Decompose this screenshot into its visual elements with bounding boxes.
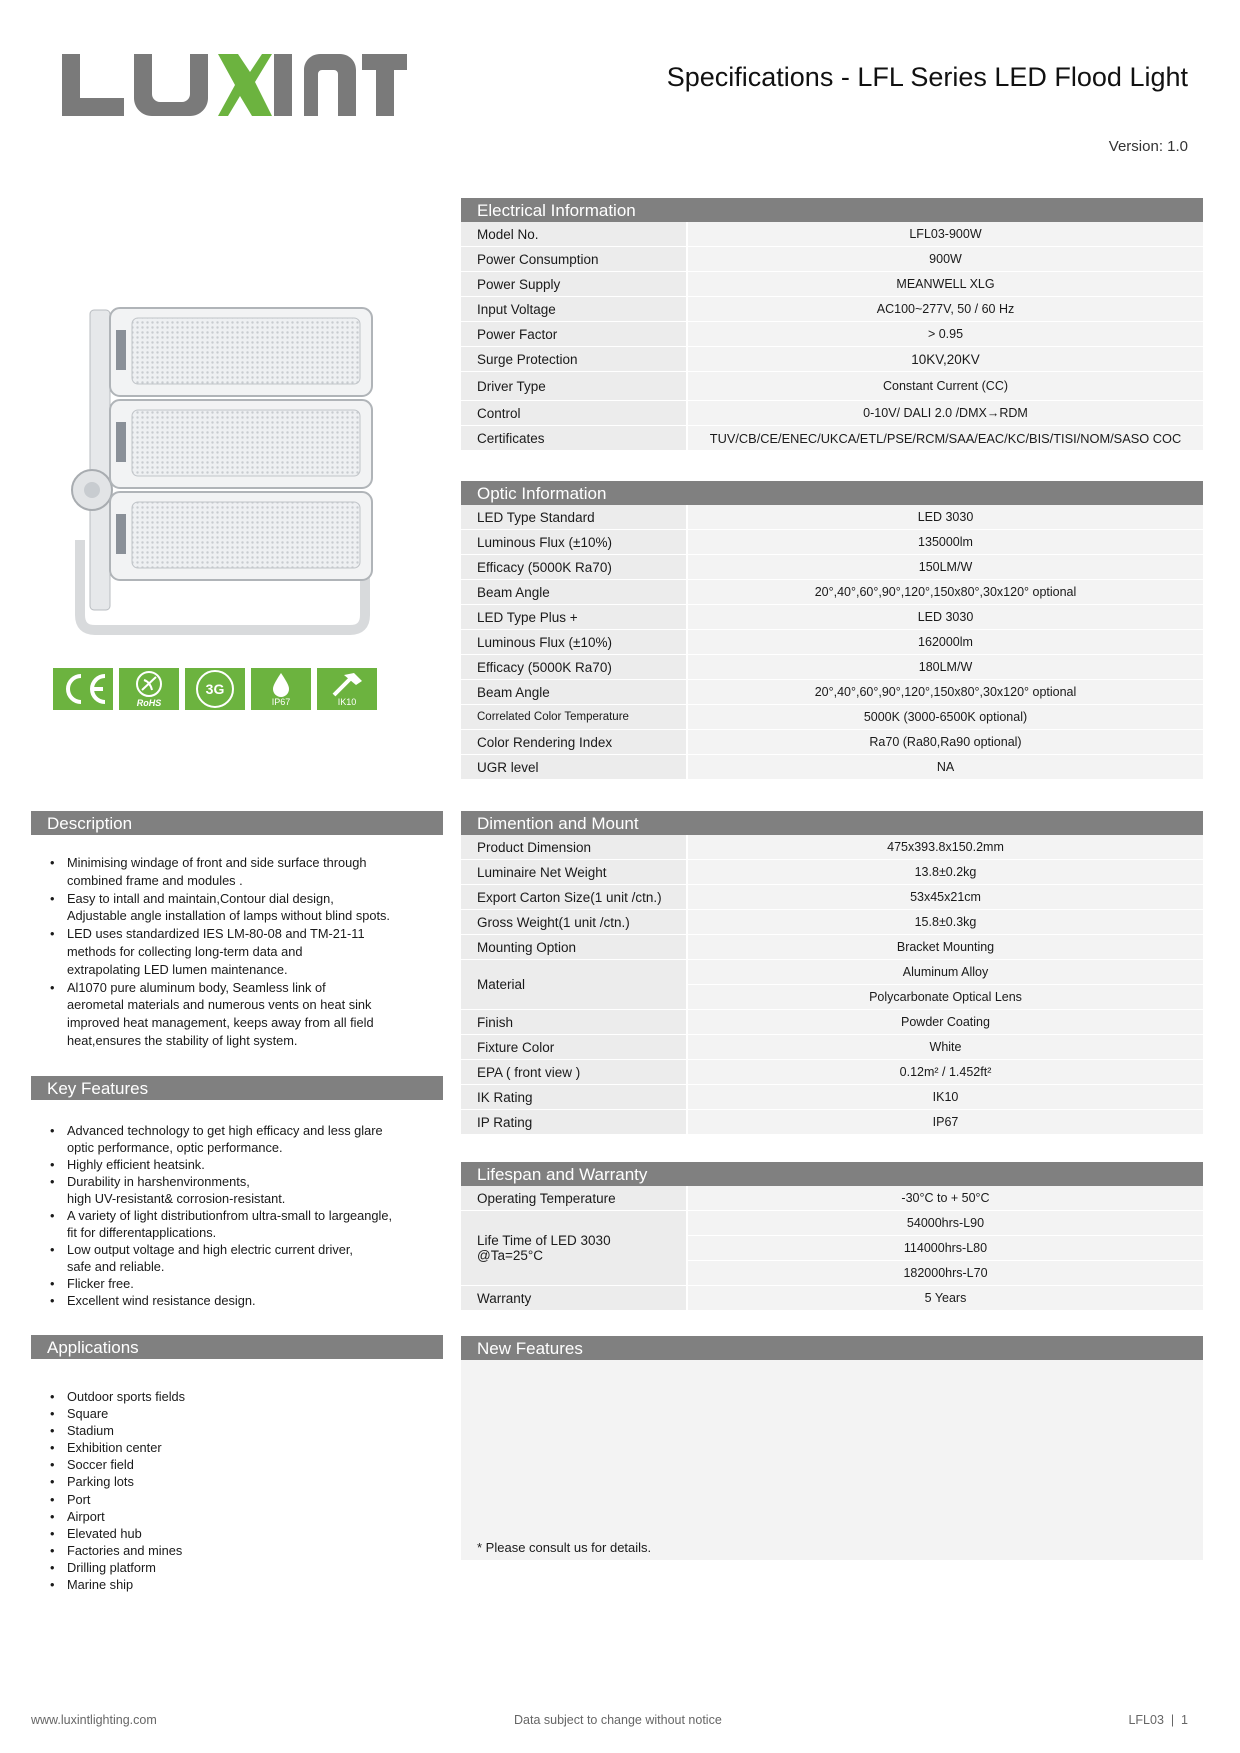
table-row (461, 755, 1203, 780)
table-row (461, 426, 1203, 451)
list-line: • Durability in harshenvironments, (67, 1174, 250, 1189)
applications-section-title: Applications (31, 1335, 443, 1359)
spec-value: White (687, 1035, 1203, 1060)
spec-value: 13.8±0.2kg (687, 860, 1203, 885)
list-line: fit for differentapplications. (67, 1225, 217, 1240)
list-item (31, 1275, 443, 1292)
spec-value: LED 3030 (687, 505, 1203, 530)
spec-key: Fixture Color (461, 1035, 687, 1060)
spec-key: Power Factor (461, 322, 687, 347)
spec-value: 475x393.8x150.2mm (687, 835, 1203, 860)
list-line: • Al1070 pure aluminum body, Seamless link of (67, 979, 326, 995)
spec-key: Control (461, 401, 687, 426)
rohs-label: RoHS (136, 698, 162, 708)
spec-key: UGR level (461, 755, 687, 780)
table-row (461, 605, 1203, 630)
spec-key: Surge Protection (461, 347, 687, 372)
spec-value: 182000hrs-L70 (687, 1261, 1203, 1286)
list-line: optic performance, optic performance. (67, 1140, 283, 1155)
spec-value: IP67 (687, 1110, 1203, 1135)
spec-value: 5 Years (687, 1286, 1203, 1311)
applications-section (31, 1335, 443, 1593)
spec-key: Product Dimension (461, 835, 687, 860)
footer-website: www.luxintlighting.com (31, 1713, 157, 1727)
table-row (461, 530, 1203, 555)
table-row (461, 960, 1203, 985)
list-item: • Elevated hub (31, 1525, 443, 1542)
table-row (461, 580, 1203, 605)
table-row (461, 1085, 1203, 1110)
list-item (31, 1173, 443, 1207)
spec-value: LED 3030 (687, 605, 1203, 630)
new-features-note: * Please consult us for details. (477, 1540, 652, 1555)
table-row (461, 910, 1203, 935)
spec-value: IK10 (687, 1085, 1203, 1110)
list-item (31, 890, 443, 926)
spec-key: Certificates (461, 426, 687, 451)
spec-key: Driver Type (461, 372, 687, 401)
spec-value: 135000lm (687, 530, 1203, 555)
spec-key: Material (461, 960, 687, 1010)
list-line: • Excellent wind resistance design. (67, 1293, 256, 1308)
spec-key: Luminous Flux (±10%) (461, 530, 687, 555)
ip67-label: IP67 (271, 697, 291, 707)
key-features-section-title: Key Features (31, 1076, 443, 1100)
spec-value: -30°C to + 50°C (687, 1186, 1203, 1211)
optic-table (461, 505, 1203, 780)
spec-value: 150LM/W (687, 555, 1203, 580)
list-item (31, 1241, 443, 1275)
spec-value: 10KV,20KV (687, 347, 1203, 372)
table-row (461, 505, 1203, 530)
spec-value: 15.8±0.3kg (687, 910, 1203, 935)
spec-value: MEANWELL XLG (687, 272, 1203, 297)
list-item (31, 1207, 443, 1241)
lifespan-section (461, 1162, 1203, 1311)
table-row (461, 705, 1203, 730)
spec-key: Beam Angle (461, 580, 687, 605)
table-row (461, 1211, 1203, 1236)
spec-value: LFL03-900W (687, 222, 1203, 247)
spec-key: IK Rating (461, 1085, 687, 1110)
list-line: heat,ensures the stability of light system. (67, 1032, 298, 1048)
spec-key: Finish (461, 1010, 687, 1035)
footer-notice: Data subject to change without notice (514, 1713, 722, 1727)
spec-key: Power Supply (461, 272, 687, 297)
table-row (461, 322, 1203, 347)
spec-key: IP Rating (461, 1110, 687, 1135)
spec-value: 20°,40°,60°,90°,120°,150x80°,30x120° optional (687, 580, 1203, 605)
spec-key: Export Carton Size(1 unit /ctn.) (461, 885, 687, 910)
footer-page: LFL03 | 1 (1128, 1713, 1188, 1727)
spec-value: NA (687, 755, 1203, 780)
table-row (461, 1035, 1203, 1060)
table-row (461, 222, 1203, 247)
lifetime-condition: @Ta=25°C (477, 1248, 544, 1263)
dimension-section-title: Dimention and Mount (461, 811, 1203, 835)
list-line: • A variety of light distributionfrom ultra-small to largeangle, (67, 1208, 393, 1223)
spec-key: Power Consumption (461, 247, 687, 272)
list-item (31, 925, 443, 978)
list-line: • Flicker free. (67, 1276, 134, 1291)
list-line: • Advanced technology to get high efficacy and less glare (67, 1123, 383, 1138)
table-row (461, 655, 1203, 680)
list-item: • Marine ship (31, 1576, 443, 1593)
description-section (31, 811, 443, 1050)
applications-list (31, 1388, 443, 1593)
spec-value: 0.12m² / 1.452ft² (687, 1060, 1203, 1085)
spec-value: Aluminum Alloy (687, 960, 1203, 985)
lifespan-section-title: Lifespan and Warranty (461, 1162, 1203, 1186)
table-row (461, 297, 1203, 322)
new-features-section-title: New Features (461, 1336, 1203, 1360)
table-row (461, 555, 1203, 580)
table-row (461, 680, 1203, 705)
ik10-label: IK10 (337, 697, 357, 707)
spec-key: Color Rendering Index (461, 730, 687, 755)
list-line: aerometal materials and numerous vents on heat sink (67, 997, 372, 1013)
spec-value: 114000hrs-L80 (687, 1236, 1203, 1261)
optic-section-title: Optic Information (461, 481, 1203, 505)
table-row (461, 835, 1203, 860)
table-row (461, 1010, 1203, 1035)
list-item: • Square (31, 1405, 443, 1422)
list-line: • Low output voltage and high electric current driver, (67, 1242, 353, 1257)
key-features-section (31, 1076, 443, 1309)
spec-value: Polycarbonate Optical Lens (687, 985, 1203, 1010)
rohs-icon (119, 668, 179, 710)
spec-value: 5000K (3000-6500K optional) (687, 705, 1203, 730)
ip67-drop-icon (251, 668, 311, 710)
list-item (31, 854, 443, 890)
lifespan-table (461, 1186, 1203, 1311)
key-features-list (31, 1122, 443, 1309)
list-item: • Airport (31, 1508, 443, 1525)
3g-label: 3G (205, 681, 225, 697)
list-line: combined frame and modules . (67, 872, 243, 888)
table-row (461, 1186, 1203, 1211)
spec-value: 53x45x21cm (687, 885, 1203, 910)
version-label: Version: 1.0 (1108, 138, 1188, 155)
table-row (461, 1060, 1203, 1085)
spec-key: LED Type Plus + (461, 605, 687, 630)
spec-value: 180LM/W (687, 655, 1203, 680)
list-item (31, 979, 443, 1050)
list-item: • Port (31, 1491, 443, 1508)
list-line: • Minimising windage of front and side surface through (67, 855, 367, 870)
list-line: safe and reliable. (67, 1259, 165, 1274)
spec-key: Correlated Color Temperature (461, 705, 687, 730)
new-features-section (461, 1336, 1203, 1560)
list-line: extrapolating LED lumen maintenance. (67, 961, 288, 977)
list-item: • Stadium (31, 1422, 443, 1439)
list-line: high UV-resistant& corrosion-resistant. (67, 1191, 286, 1206)
electrical-table (461, 222, 1203, 451)
table-row (461, 372, 1203, 401)
table-row (461, 347, 1203, 372)
spec-key: Luminaire Net Weight (461, 860, 687, 885)
list-item (31, 1292, 443, 1309)
description-list (31, 854, 443, 1050)
table-row (461, 247, 1203, 272)
spec-value: AC100~277V, 50 / 60 Hz (687, 297, 1203, 322)
list-item: • Factories and mines (31, 1542, 443, 1559)
spec-value: 20°,40°,60°,90°,120°,150x80°,30x120° optional (687, 680, 1203, 705)
list-line: improved heat management, keeps away from all field (67, 1015, 374, 1031)
table-row (461, 730, 1203, 755)
optic-section (461, 481, 1203, 780)
spec-key: Model No. (461, 222, 687, 247)
spec-value: Bracket Mounting (687, 935, 1203, 960)
table-row (461, 860, 1203, 885)
table-row (461, 630, 1203, 655)
spec-key: EPA ( front view ) (461, 1060, 687, 1085)
table-row (461, 401, 1203, 426)
spec-value: TUV/CB/CE/ENEC/UKCA/ETL/PSE/RCM/SAA/EAC/KC/BIS/TISI/NOM/SASO COC (687, 426, 1203, 451)
electrical-section-title: Electrical Information (461, 198, 1203, 222)
description-section-title: Description (31, 811, 443, 835)
flood-light-product-image (70, 300, 380, 635)
list-item: • Drilling platform (31, 1559, 443, 1576)
spec-key: Efficacy (5000K Ra70) (461, 555, 687, 580)
spec-value: 162000lm (687, 630, 1203, 655)
spec-key: Luminous Flux (±10%) (461, 630, 687, 655)
spec-value: > 0.95 (687, 322, 1203, 347)
table-row (461, 935, 1203, 960)
spec-key (461, 1211, 687, 1286)
document-title: Specifications - LFL Series LED Flood Light (666, 62, 1188, 92)
dimension-section (461, 811, 1203, 1135)
spec-value: 54000hrs-L90 (687, 1211, 1203, 1236)
spec-value: 0-10V/ DALI 2.0 /DMX→RDM (687, 401, 1203, 426)
table-row (461, 885, 1203, 910)
spec-value: 900W (687, 247, 1203, 272)
list-item (31, 1156, 443, 1173)
ce-mark-icon (53, 668, 113, 710)
spec-key: Efficacy (5000K Ra70) (461, 655, 687, 680)
spec-key: Beam Angle (461, 680, 687, 705)
lifetime-label: Life Time of LED 3030 (477, 1233, 611, 1248)
list-item: • Soccer field (31, 1456, 443, 1473)
list-line: • LED uses standardized IES LM-80-08 and TM-21-11 (67, 926, 365, 942)
list-line: methods for collecting long-term data and (67, 943, 303, 959)
list-line: • Easy to intall and maintain,Contour dial design, (67, 890, 334, 906)
spec-key: Gross Weight(1 unit /ctn.) (461, 910, 687, 935)
list-item (31, 1122, 443, 1156)
luxint-logo (62, 50, 407, 118)
spec-key: Operating Temperature (461, 1186, 687, 1211)
electrical-section (461, 198, 1203, 451)
spec-key: Warranty (461, 1286, 687, 1311)
list-line: Adjustable angle installation of lamps without blind spots. (67, 908, 390, 924)
spec-value: Constant Current (CC) (687, 372, 1203, 401)
spec-key: Input Voltage (461, 297, 687, 322)
spec-key: Mounting Option (461, 935, 687, 960)
list-item: • Outdoor sports fields (31, 1388, 443, 1405)
table-row (461, 272, 1203, 297)
list-item: • Parking lots (31, 1473, 443, 1490)
list-line: • Highly efficient heatsink. (67, 1157, 205, 1172)
spec-value: Powder Coating (687, 1010, 1203, 1035)
spec-key: LED Type Standard (461, 505, 687, 530)
table-row (461, 1110, 1203, 1135)
table-row (461, 1286, 1203, 1311)
3g-vibration-icon (185, 668, 245, 710)
ik10-hammer-icon (317, 668, 377, 710)
dimension-table (461, 835, 1203, 1135)
spec-value: Ra70 (Ra80,Ra90 optional) (687, 730, 1203, 755)
list-item: • Exhibition center (31, 1439, 443, 1456)
